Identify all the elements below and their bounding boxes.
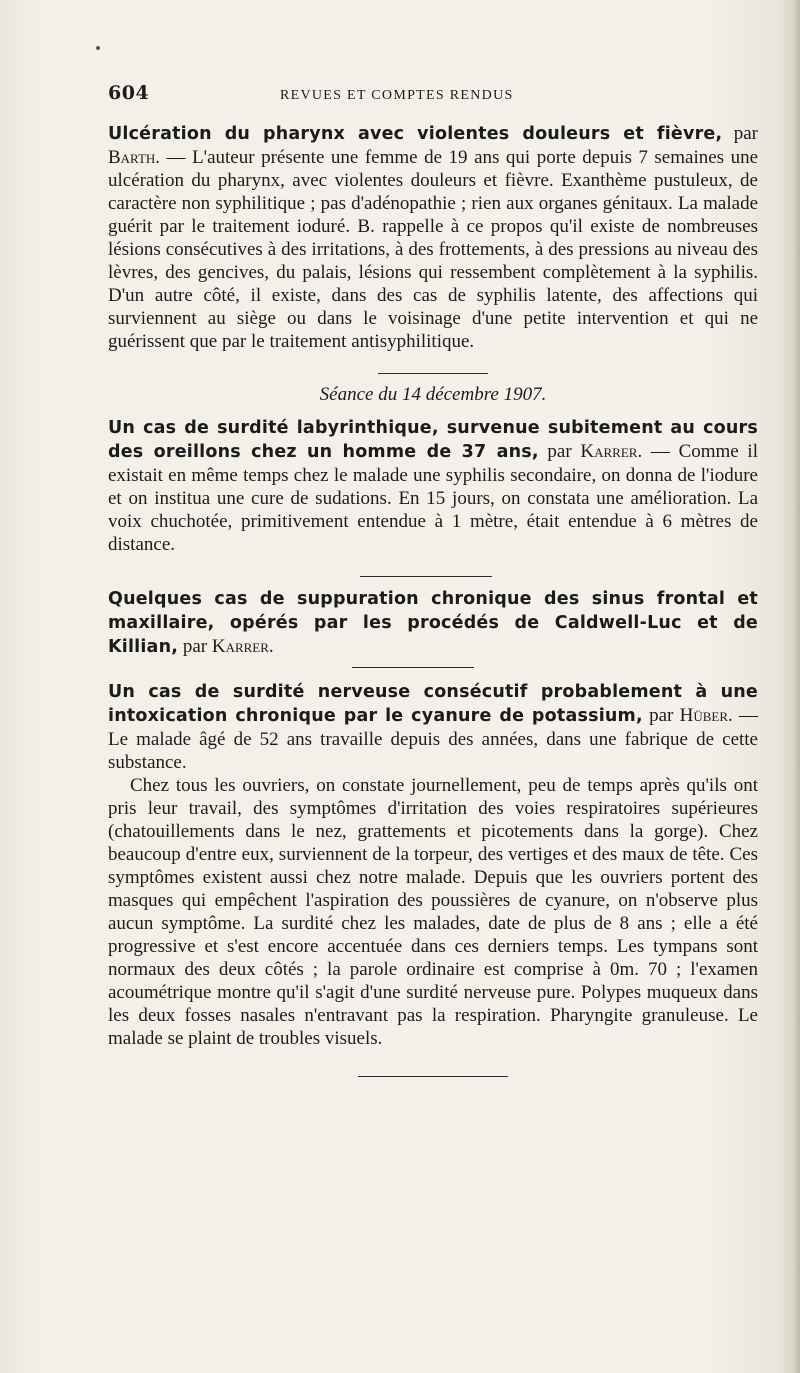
article-author: Karrer.: [211, 636, 274, 657]
end-rule: [358, 1076, 508, 1077]
article-suppuration-sinus: [108, 587, 758, 659]
article-body: — L'auteur présente une femme de 19 ans qui porte depuis 7 semaines une ulcération du pharynx, avec violentes douleurs et fièvre. Exanthème pustuleux, de caractère non syphilitique ; pas d'adénopathie ; rien aux organes génitaux. La malade guérit par le traitement ioduré. B. rappelle à ce propos qu'il existe de nombreuses lésions consécutives à des irritations, à des frottements, à des pressions au niveau des lèvres, des gencives, du palais, lésions qui ressembent complètement à la syphilis. D'un autre côté, il existe, dans des cas de syphilis latente, des affections qui surviennent au siège ou dans le voisinage d'une petite intervention et qui ne guérissent que par le traitement antisyphilitique.: [108, 147, 758, 352]
article-title: Un cas de surdité nerveuse consécutif probablement à une intoxication chronique par le cyanure de potassium,: [108, 682, 758, 726]
article-by: par: [182, 636, 208, 657]
article-title: Un cas de surdité labyrinthique, survenue subitement au cours des oreillons chez un homme de 37 ans,: [108, 418, 758, 462]
article-title: Ulcération du pharynx avec violentes douleurs et fièvre,: [108, 124, 723, 144]
article-title: Quelques cas de suppuration chronique des sinus frontal et maxillaire, opérés par les procédés de Caldwell-Luc et de Killian,: [108, 589, 758, 657]
article-surdite-cyanure: [108, 680, 758, 774]
article-author: Hüber.: [679, 705, 733, 726]
article-body: — Le malade âgé de 52 ans travaille depuis des années, dans une fabrique de cette substance.: [108, 705, 759, 773]
article-by: par: [547, 441, 572, 462]
running-header: [108, 82, 758, 112]
ink-speck: [96, 46, 100, 50]
article-by: par: [649, 705, 674, 726]
article-body-paragraph: Chez tous les ouvriers, on constate journellement, peu de temps après qu'ils ont pris leur travail, des symptômes d'irritation des voies respiratoires supérieures (chatouillements dans le nez, grattements et picotements dans la gorge). Chez beaucoup d'entre eux, surviennent de la torpeur, des vertiges et des maux de tête. Ces symptômes existent aussi chez notre malade. Depuis que les ouvriers portent des masques qui empêchent l'aspiration des poussières de cyanure, on n'observe plus aucun symptôme. La surdité chez les malades, date de plus de 8 ans ; elle a été progressive et s'est encore accentuée dans ces derniers temps. Les tympans sont normaux des deux côtés ; la parole ordinaire est comprise à 0m. 70 ; l'examen acoumétrique montre qu'il s'agit d'une surdité nerveuse pure. Polypes muqueux dans les deux fosses nasales n'entravant pas la respiration. Pharyngite granuleuse. Le malade se plaint de troubles visuels.: [108, 775, 758, 1049]
article-ulceration-pharynx: [108, 122, 758, 353]
page-edge-shadow: [778, 0, 800, 1373]
article-divider: [360, 576, 492, 577]
running-title: REVUES ET COMPTES RENDUS: [280, 88, 514, 103]
article-by: par: [733, 123, 758, 144]
section-divider: [378, 373, 488, 374]
article-author: Karrer.: [580, 441, 643, 462]
article-divider: [352, 667, 474, 668]
article-body: — Comme il existait en même temps chez le malade une syphilis secondaire, on donna de l'iodure et on institua une cure de sudations. En 15 jours, on constata une amélioration. La voix chuchotée, primitivement entendue à 1 mètre, était entendue à 6 mètres de distance.: [108, 441, 758, 555]
text-column: [108, 82, 758, 1077]
session-heading: Séance du 14 décembre 1907.: [319, 384, 547, 405]
page-number: 604: [108, 82, 150, 104]
article-author: Barth.: [108, 147, 161, 168]
article-surdite-labyrinthique: [108, 416, 758, 556]
